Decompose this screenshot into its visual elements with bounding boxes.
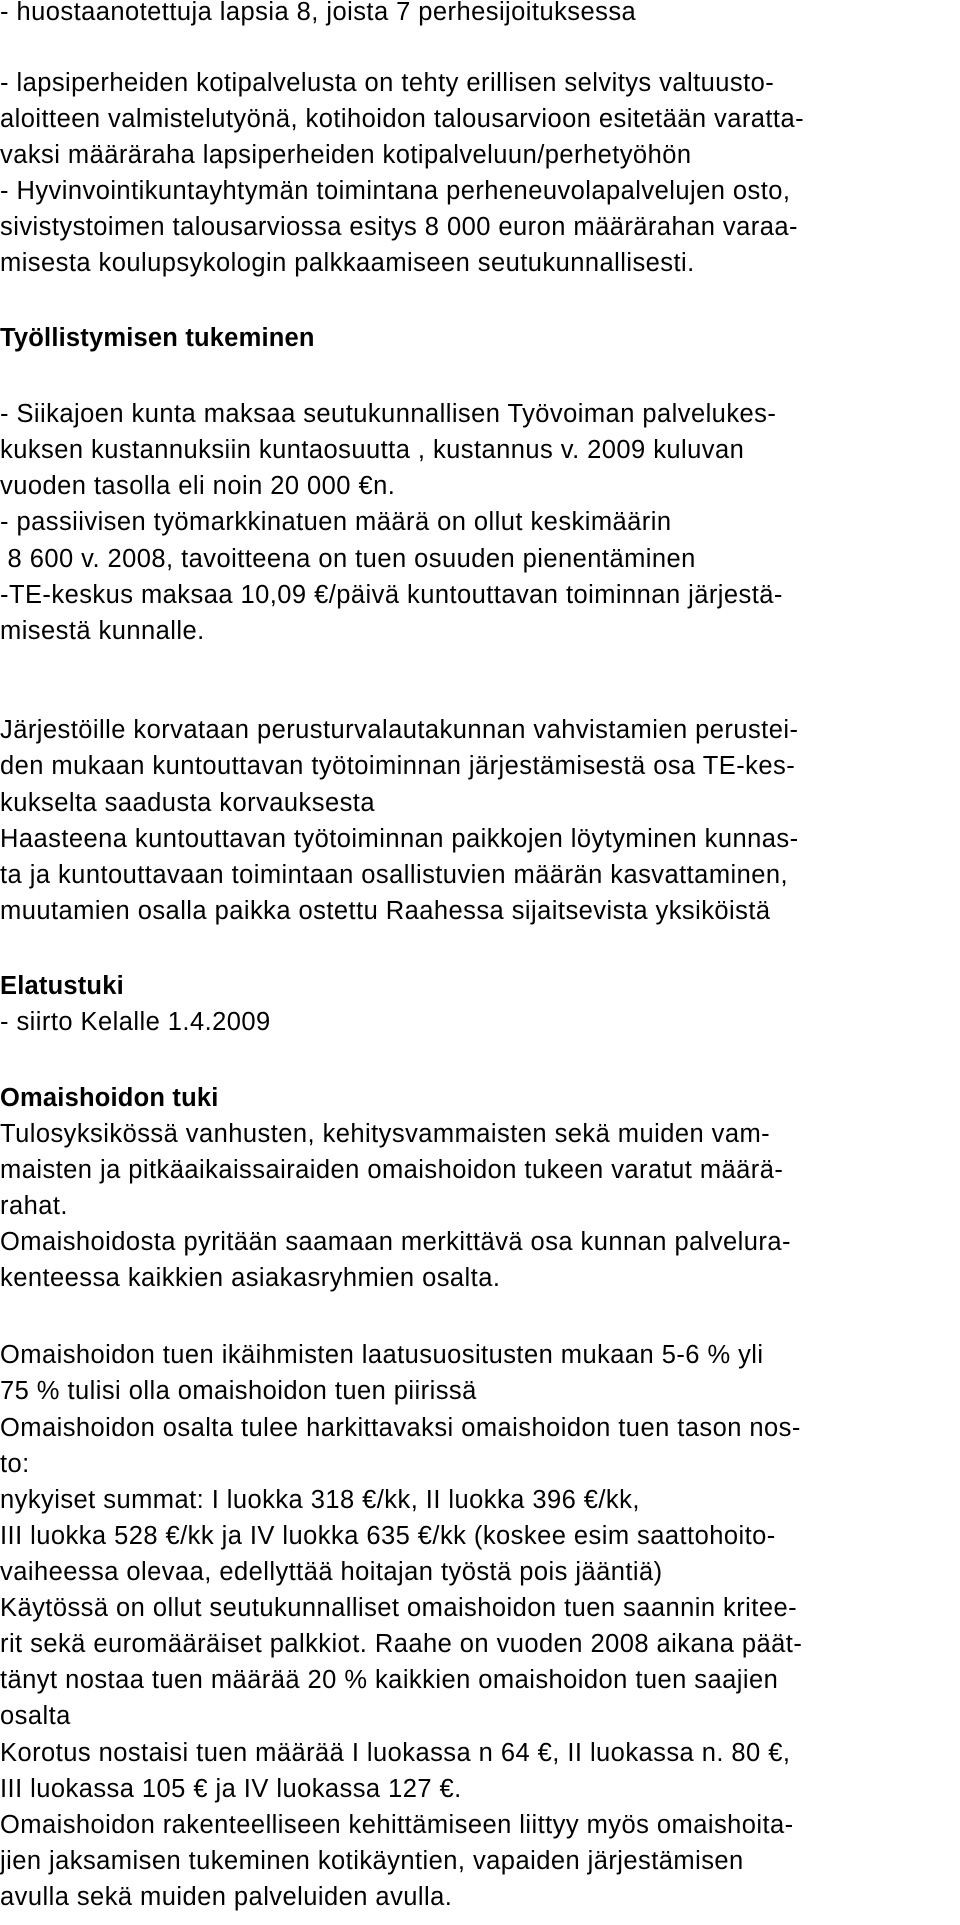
text-line: tänyt nostaa tuen määrää 20 % kaikkien omaishoidon tuen saajien (0, 1666, 779, 1694)
text-line: jien jaksamisen tukeminen kotikäyntien, vapaiden järjestämisen (0, 1847, 744, 1875)
text-line: - Siikajoen kunta maksaa seutukunnallisen Työvoiman palvelukes- (0, 400, 777, 428)
text-line: Käytössä on ollut seutukunnalliset omaishoidon tuen saannin kritee- (0, 1594, 798, 1622)
text-line: Omaishoidon tuen ikäihmisten laatusuositusten mukaan 5-6 % yli (0, 1341, 764, 1369)
text-line: rit sekä euromääräiset palkkiot. Raahe on vuoden 2008 aikana päät- (0, 1630, 803, 1658)
section-heading: Elatustuki (0, 972, 124, 1000)
section-heading: Omaishoidon tuki (0, 1084, 219, 1112)
text-line: den mukaan kuntouttavan työtoiminnan järjestämisestä osa TE-kes- (0, 752, 796, 780)
text-line: misestä kunnalle. (0, 617, 205, 645)
text-line: vaiheessa olevaa, edellyttää hoitajan työstä pois jääntiä) (0, 1558, 663, 1586)
text-line: avulla sekä muiden palveluiden avulla. (0, 1883, 453, 1911)
text-line: 75 % tulisi olla omaishoidon tuen piirissä (0, 1377, 477, 1405)
text-line: kukselta saadusta korvauksesta (0, 789, 375, 817)
text-line: Omaishoidon osalta tulee harkittavaksi omaishoidon tuen tason nos- (0, 1414, 801, 1442)
text-line: ta ja kuntouttavaan toimintaan osallistuvien määrän kasvattaminen, (0, 861, 789, 889)
text-line: - Hyvinvointikuntayhtymän toimintana perheneuvolapalvelujen osto, (0, 177, 791, 205)
text-line: - siirto Kelalle 1.4.2009 (0, 1008, 271, 1036)
text-line: Haasteena kuntouttavan työtoiminnan paikkojen löytyminen kunnas- (0, 825, 799, 853)
text-line: maisten ja pitkäaikaissairaiden omaishoidon tukeen varatut määrä- (0, 1156, 784, 1184)
text-line: - passiivisen työmarkkinatuen määrä on ollut keskimäärin (0, 508, 672, 536)
text-line: to: (0, 1450, 30, 1478)
text-line: -TE-keskus maksaa 10,09 €/päivä kuntouttavan toiminnan järjestä- (0, 581, 783, 609)
text-line: rahat. (0, 1192, 68, 1220)
text-line: sivistystoimen talousarviossa esitys 8 000 euron määrärahan varaa- (0, 213, 798, 241)
text-line: nykyiset summat: I luokka 318 €/kk, II luokka 396 €/kk, (0, 1486, 640, 1514)
text-line: Omaishoidon rakenteelliseen kehittämiseen liittyy myös omaishoita- (0, 1811, 794, 1839)
text-line: III luokka 528 €/kk ja IV luokka 635 €/kk (koskee esim saattohoito- (0, 1522, 776, 1550)
text-line: aloitteen valmistelutyönä, kotihoidon talousarvioon esitetään varatta- (0, 105, 805, 133)
text-line: osalta (0, 1702, 71, 1730)
text-line: Järjestöille korvataan perusturvalautakunnan vahvistamien perustei- (0, 716, 799, 744)
text-line: muutamien osalla paikka ostettu Raahessa sijaitsevista yksiköistä (0, 897, 771, 925)
text-line: vuoden tasolla eli noin 20 000 €n. (0, 472, 396, 500)
text-line: kenteessa kaikkien asiakasryhmien osalta. (0, 1264, 501, 1292)
text-line: III luokassa 105 € ja IV luokassa 127 €. (0, 1775, 462, 1803)
text-line: Korotus nostaisi tuen määrää I luokassa n 64 €, II luokassa n. 80 €, (0, 1739, 791, 1767)
text-line: vaksi määräraha lapsiperheiden kotipalveluun/perhetyöhön (0, 141, 692, 169)
section-heading: Työllistymisen tukeminen (0, 324, 315, 352)
text-line: kuksen kustannuksiin kuntaosuutta , kustannus v. 2009 kuluvan (0, 436, 745, 464)
text-line: 8 600 v. 2008, tavoitteena on tuen osuuden pienentäminen (0, 545, 696, 573)
text-line: Tulosyksikössä vanhusten, kehitysvammaisten sekä muiden vam- (0, 1120, 771, 1148)
text-line: misesta koulupsykologin palkkaamiseen seutukunnallisesti. (0, 249, 695, 277)
text-line: - huostaanotettuja lapsia 8, joista 7 perhesijoituksessa (0, 0, 637, 26)
text-line: - lapsiperheiden kotipalvelusta on tehty erillisen selvitys valtuusto- (0, 69, 775, 97)
text-line: Omaishoidosta pyritään saamaan merkittävä osa kunnan palvelura- (0, 1228, 791, 1256)
